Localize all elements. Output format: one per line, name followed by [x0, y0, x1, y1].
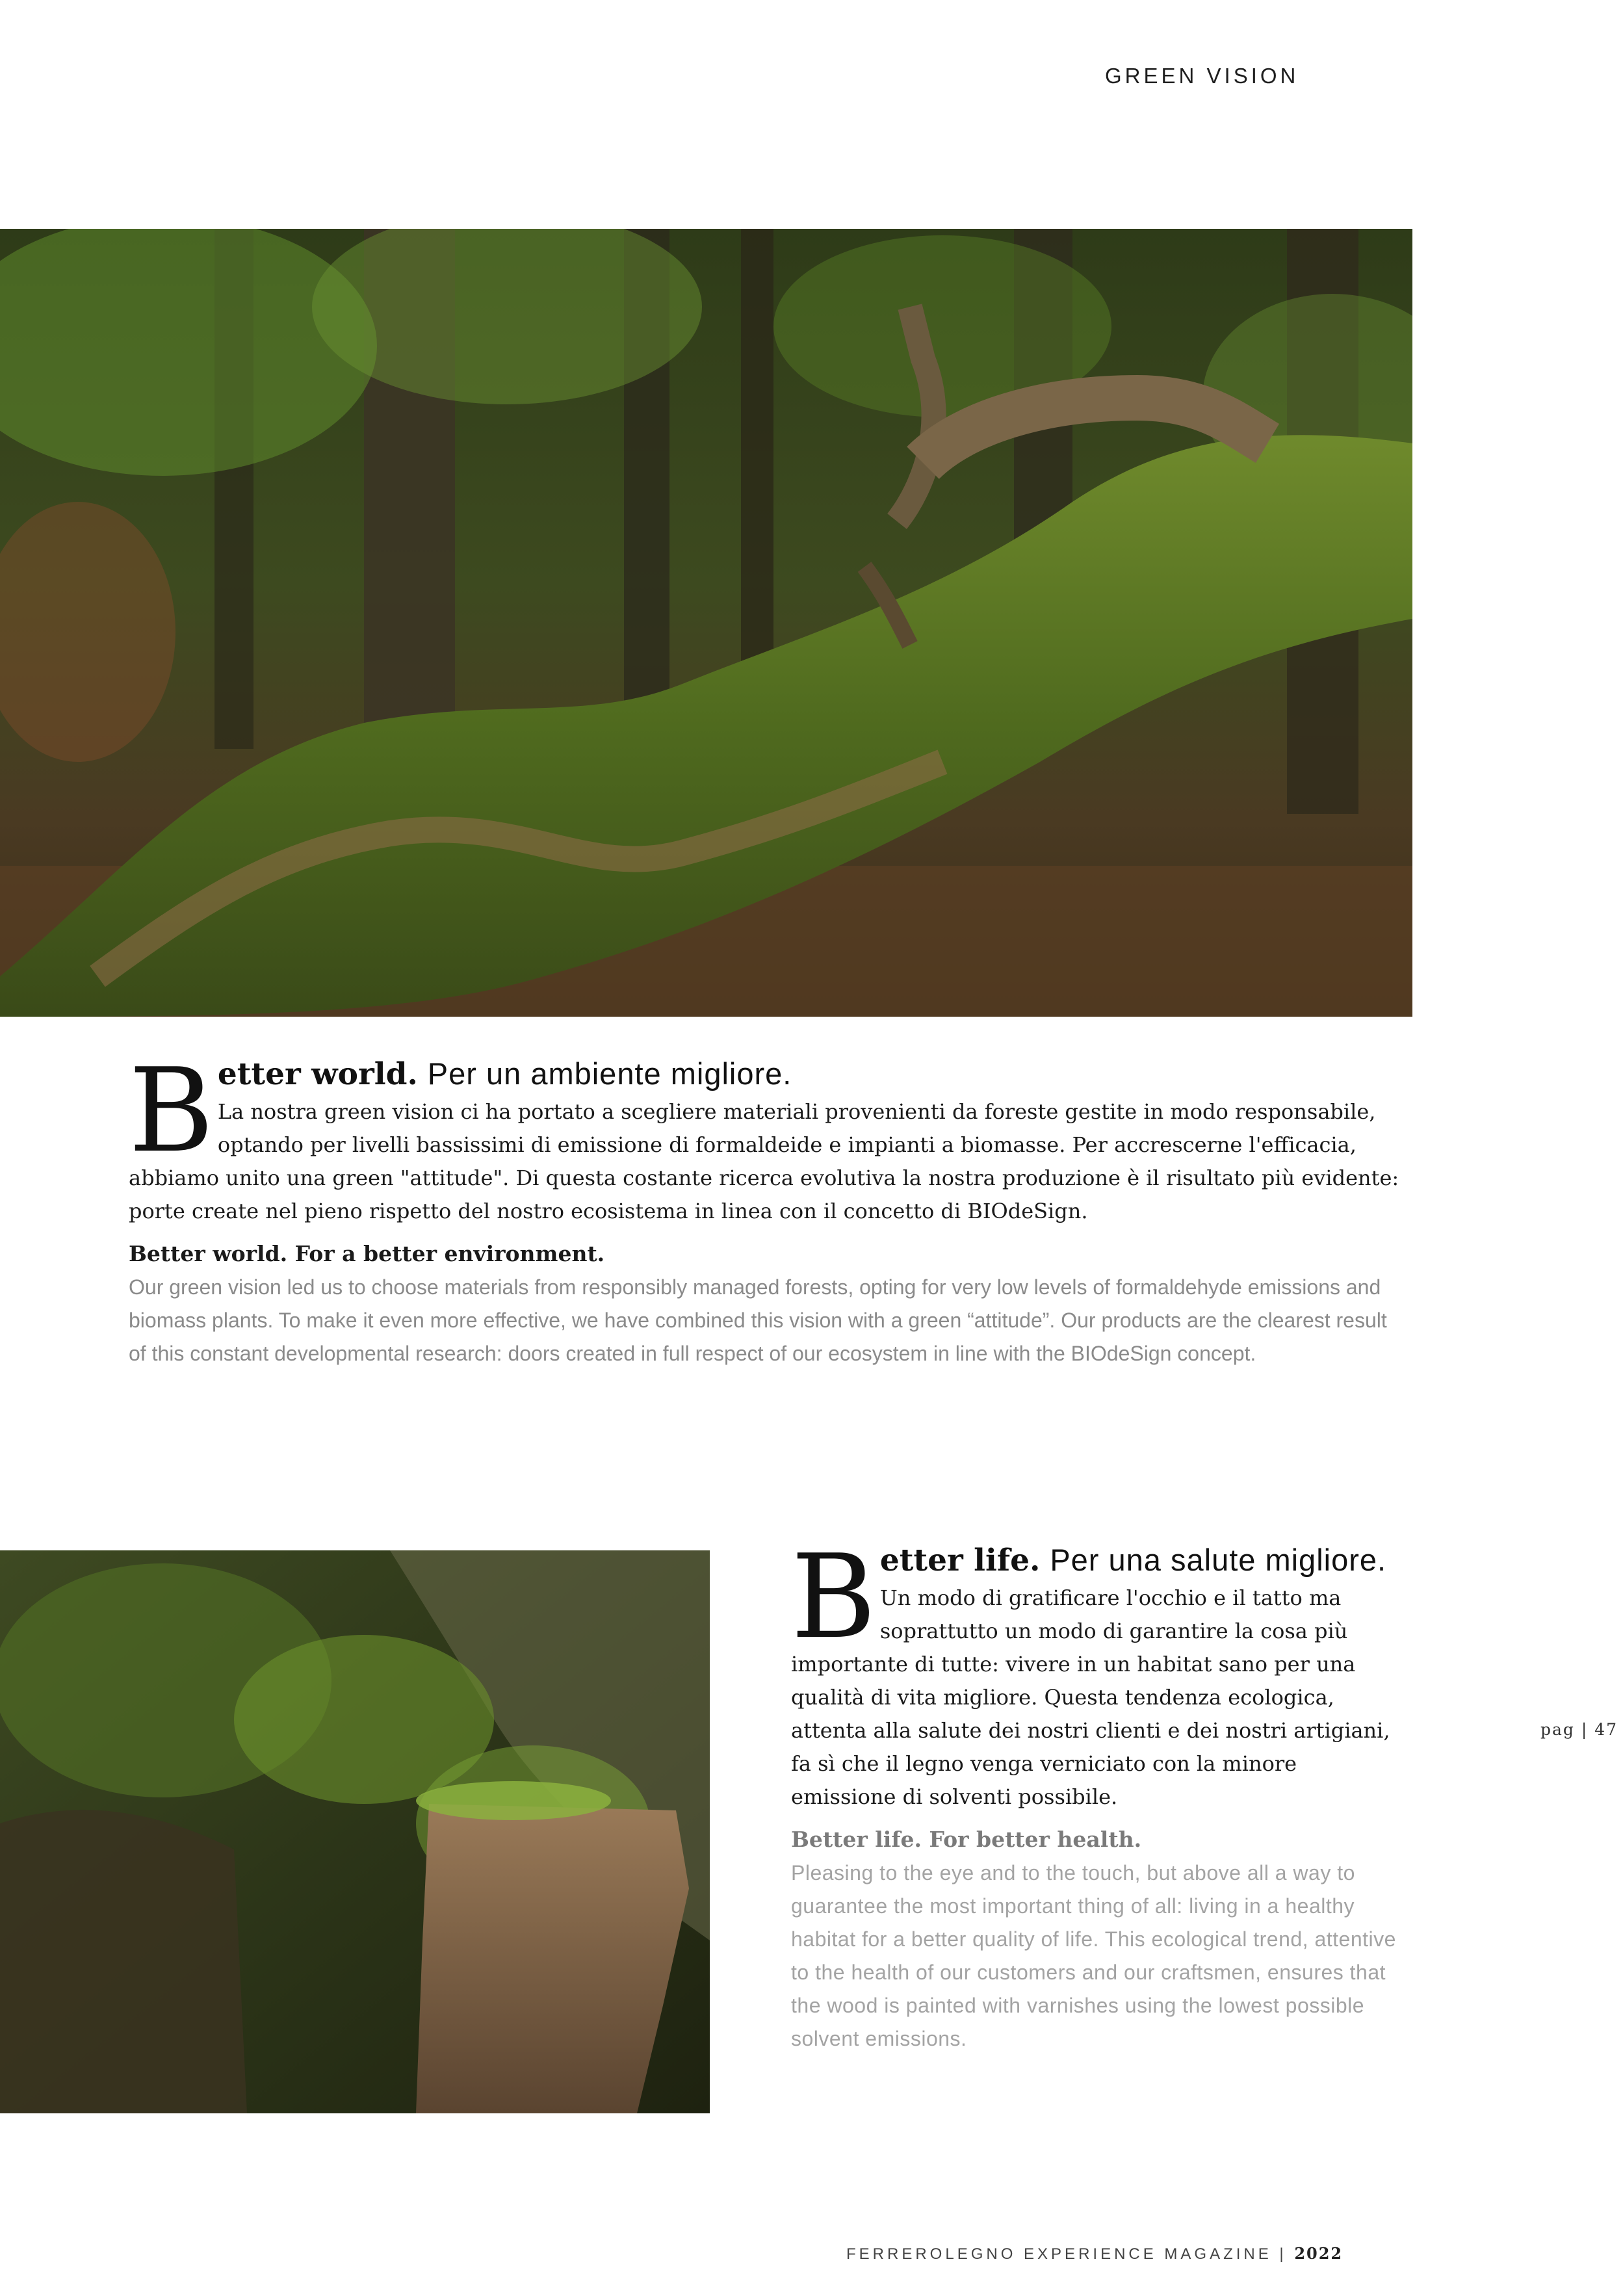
footer-year: 2022	[1294, 2244, 1344, 2263]
subhead-english: Better world. For a better environment.	[129, 1241, 605, 1266]
forest-photo	[0, 229, 1412, 1017]
dropcap: B	[129, 1043, 214, 1178]
title-light: Per una salute migliore.	[1050, 1543, 1387, 1577]
section-label: GREEN VISION	[1105, 64, 1299, 88]
mountain-cliff-icon	[0, 1550, 710, 2113]
forest-fallen-tree-icon	[0, 229, 1412, 1017]
footer-magazine: FERREROLEGNO EXPERIENCE MAGAZINE |	[846, 2245, 1287, 2263]
article-title	[129, 1053, 1403, 1095]
body-italian: La nostra green vision ci ha portato a scegliere materiali provenienti da foreste gestite in modo responsabile, optando per livelli bassissimi di emissione di formaldeide e impianti a biomasse. Per accrescerne l'efficacia, abbiamo unito una green "attitude". Di questa costante ricerca evolutiva la nostra produzione è il risultato più evidente: porte create nel pieno rispetto del nostro ecosistema in linea con il concetto di BIOdeSign.	[129, 1099, 1399, 1223]
title-light: Per un ambiente migliore.	[427, 1056, 792, 1091]
page-number: pag | 47	[1540, 1720, 1618, 1739]
body-italian: Un modo di gratificare l'occhio e il tatto ma soprattutto un modo di garantire la cosa più importante di tutte: vivere in un habitat sano per una qualità di vita migliore. Questa tendenza ecologica, attenta alla salute dei nostri clienti e dei nostri artigiani, fa sì che il legno venga verniciato con la minore emissione di solventi possibile.	[791, 1585, 1390, 1809]
footer	[846, 2244, 1343, 2263]
body-english: Pleasing to the eye and to the touch, but above all a way to guarantee the most important thing of all: living in a healthy habitat for a better quality of life. This ecological trend, attentive to the health of our customers and our craftsmen, ensures that the wood is painted with varnishes using the lowest possible solvent emissions.	[791, 1861, 1396, 2050]
article-better-world	[129, 1043, 1403, 1370]
title-bold: etter world.	[217, 1056, 418, 1092]
article-title	[791, 1539, 1402, 1582]
article-better-life	[791, 1530, 1402, 2055]
body-english: Our green vision led us to choose materials from responsibly managed forests, opting for very low levels of formaldehyde emissions and biomass plants. To make it even more effective, we have combined this vision with a green “attitude”. Our products are the clearest result of this constant developmental research: doors created in full respect of our ecosystem in line with the BIOdeSign concept.	[129, 1275, 1387, 1365]
title-bold: etter life.	[879, 1543, 1041, 1578]
cliff-photo	[0, 1550, 710, 2113]
dropcap: B	[791, 1530, 876, 1664]
subhead-english: Better life. For better health.	[791, 1827, 1142, 1852]
